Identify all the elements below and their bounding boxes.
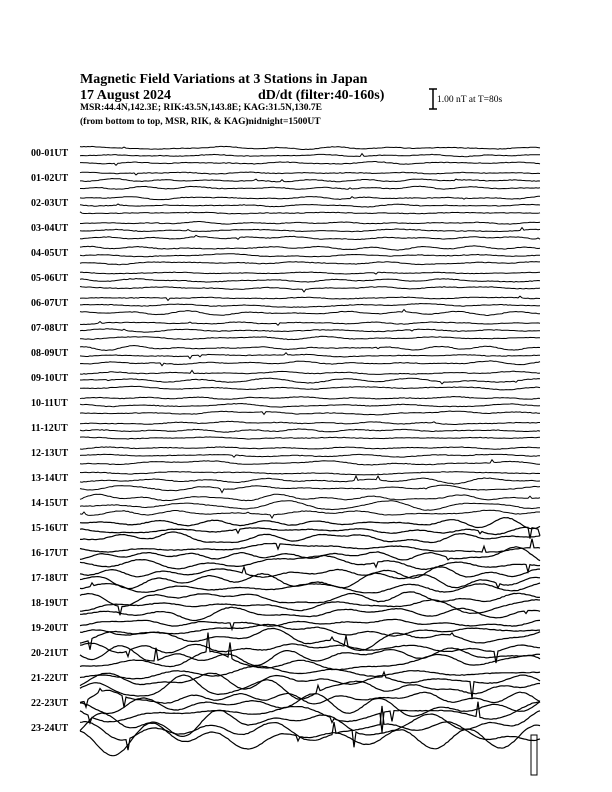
hour-label: 06-07UT [31,298,69,309]
trace-rik [80,600,540,614]
trace-rik [80,279,540,283]
trace-kag [80,196,540,199]
trace-msr [80,532,540,543]
trace-msr [80,510,540,518]
trace-kag [80,272,540,274]
hour-label: 16-17UT [31,548,69,559]
trace-msr [80,310,540,316]
trace-kag [80,346,540,351]
hour-label: 03-04UT [31,223,69,234]
trace-rik [80,476,540,484]
trace-kag [80,447,540,449]
hour-label: 08-09UT [31,348,69,359]
hour-label: 09-10UT [31,373,69,384]
station-order-note: (from bottom to top, MSR, RIK, & KAG) [80,117,249,127]
trace-kag [80,397,540,400]
trace-kag [80,567,540,578]
hour-label: 21-22UT [31,673,69,684]
hour-label: 01-02UT [31,173,69,184]
trace-msr [80,262,540,265]
trace-msr [80,633,540,670]
hour-label: 15-16UT [31,523,69,534]
hour-label: 19-20UT [31,623,69,634]
trace-kag [80,472,540,475]
trace-kag [80,494,540,501]
trace-msr [80,162,540,166]
hour-label: 14-15UT [31,498,69,509]
trace-msr [80,411,540,415]
trace-rik [80,454,540,457]
trace-kag [80,539,540,553]
trace-kag [80,421,540,424]
hour-label: 00-01UT [31,148,69,159]
trace-kag [80,636,540,664]
trace-rik [80,179,540,182]
trace-kag [80,518,540,529]
hour-label: 07-08UT [31,323,69,334]
chart-quantity: dD/dt (filter:40-160s) [258,88,385,103]
station-coordinates: MSR:44.4N,142.3E; RIK:43.5N,143.8E; KAG:31.5N,130.7E [80,103,322,113]
trace-rik [80,329,540,332]
scale-label: 1.00 nT at T=80s [437,95,503,105]
hour-label: 02-03UT [31,198,69,209]
trace-rik [80,429,540,432]
midnight-note: midnight=1500UT [246,117,321,127]
trace-kag [80,296,540,300]
trace-msr [80,336,540,339]
trace-rik [80,353,540,359]
trace-msr [80,437,540,439]
trace-rik [80,501,540,511]
hour-label: 11-12UT [31,423,68,434]
trace-msr [80,361,540,366]
trace-kag [80,222,540,225]
trace-msr [80,186,540,189]
trace-kag [80,666,540,679]
trace-rik [80,154,540,157]
trace-kag [80,146,540,149]
trace-kag [80,370,540,374]
hour-label: 05-06UT [31,273,69,284]
trace-rik [80,573,540,589]
hour-label: 17-18UT [31,573,69,584]
hour-label: 10-11UT [31,398,68,409]
trace-msr [80,386,540,390]
trace-msr [80,287,540,292]
trace-rik [80,204,540,207]
hour-label: 22-23UT [31,698,69,709]
hour-label: 18-19UT [31,598,69,609]
hour-label: 04-05UT [31,248,69,259]
trace-rik [80,378,540,384]
hour-label: 23-24UT [31,723,69,734]
trace-rik [80,304,540,308]
trace-kag [80,322,540,326]
trace-msr [80,235,540,239]
chart-title: Magnetic Field Variations at 3 Stations in Japan [80,72,368,87]
chart-date: 17 August 2024 [80,88,172,103]
hour-label: 13-14UT [31,473,69,484]
trace-kag [80,172,540,175]
trace-rik [80,404,540,408]
hour-label: 20-21UT [31,648,69,659]
trace-kag [80,246,540,250]
trace-msr [80,460,540,465]
trace-msr [80,212,540,214]
trace-rik [80,254,540,257]
trace-rik [80,228,540,232]
trace-msr [80,485,540,493]
trace-msr [80,583,540,593]
hour-label: 12-13UT [31,448,69,459]
